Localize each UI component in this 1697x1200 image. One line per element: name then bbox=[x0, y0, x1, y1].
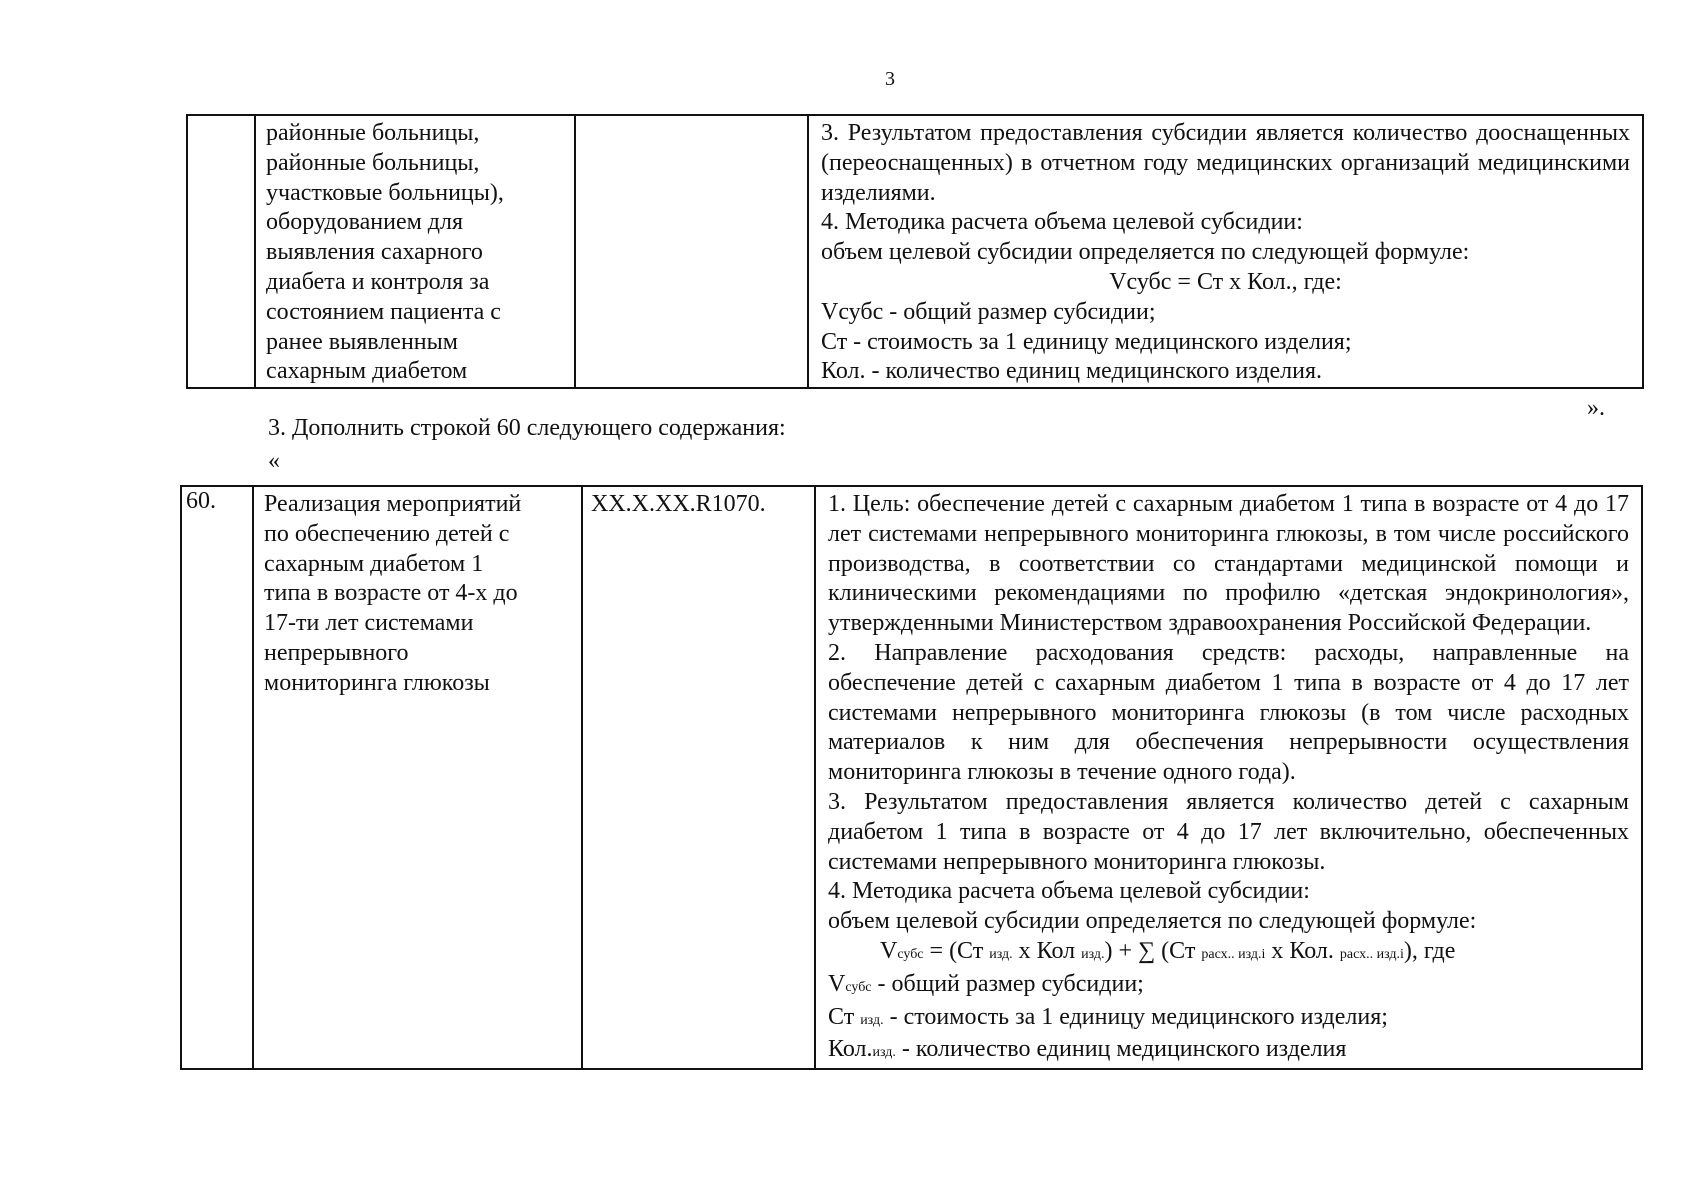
definition-v: Vсубс - общий размер субсидии; bbox=[821, 298, 1156, 325]
method-title: 4. Методика расчета объема целевой субсидии: bbox=[821, 209, 1303, 236]
method-title: 4. Методика расчета объема целевой субсидии: bbox=[828, 878, 1310, 905]
definition-kol-symbol: Кол. bbox=[828, 1036, 873, 1063]
details-cell bbox=[815, 486, 1642, 1069]
definition-kol bbox=[828, 1035, 1629, 1068]
definition-v-text: - общий размер субсидии; bbox=[871, 970, 1144, 997]
details-cell bbox=[808, 115, 1643, 388]
description-line: оборудованием для bbox=[266, 209, 464, 236]
definition-st-sub: изд. bbox=[860, 1012, 884, 1028]
formula-st-rash-sub: расх.. изд.i bbox=[1201, 946, 1266, 962]
formula: Vсубс = Ст х Кол., где: bbox=[1109, 268, 1342, 295]
formula-v: V bbox=[880, 937, 898, 964]
code-cell bbox=[582, 486, 815, 1069]
opening-quote: « bbox=[268, 448, 280, 474]
definition-kol-text: - количество единиц медицинского изделия bbox=[895, 1036, 1347, 1063]
formula-x-kol: х Кол bbox=[1012, 937, 1076, 964]
description-line: районные больницы, bbox=[266, 149, 480, 176]
description-line: сахарным диабетом bbox=[266, 358, 468, 385]
formula-st-sub: изд. bbox=[989, 946, 1013, 962]
new-row-table bbox=[180, 485, 1643, 1070]
formula-plus-sum: ) + ∑ (Ст bbox=[1104, 937, 1196, 964]
row-number-cell bbox=[187, 115, 255, 388]
formula bbox=[828, 937, 1629, 970]
formula-v-sub: субс bbox=[897, 946, 924, 962]
formula-tail: ), где bbox=[1403, 937, 1456, 964]
definition-v-symbol: V bbox=[828, 970, 846, 997]
description-line: типа в возрасте от 4-х до bbox=[264, 580, 518, 607]
description-line: районные больницы, bbox=[266, 120, 480, 146]
budget-code: XX.X.XX.R1070. bbox=[591, 491, 766, 517]
definition-st-text: - стоимость за 1 единицу медицинского изделия; bbox=[883, 1003, 1388, 1030]
definition-st-symbol: Ст bbox=[828, 1003, 861, 1030]
page-number: 3 bbox=[885, 68, 895, 90]
description-line: Реализация мероприятий bbox=[264, 491, 522, 517]
table-row bbox=[181, 486, 1642, 1069]
code-cell bbox=[575, 115, 808, 388]
row-number: 60. bbox=[186, 488, 216, 514]
description-line: 17-ти лет системами bbox=[264, 610, 474, 637]
description-line: участковые больницы), bbox=[266, 179, 504, 206]
goal-paragraph: 1. Цель: обеспечение детей с сахарным диабетом 1 типа в возрасте от 4 до 17 лет системами непрерывного мониторинга глюкозы, в том числе российского производства, в соответствии со стандартами медицинской помощи и клиническими рекомендациями по профилю «детская эндокринология», утвержденными Министерством здравоохранения Российской Федерации. bbox=[828, 491, 1629, 637]
description-cell bbox=[255, 115, 575, 388]
description-line: мониторинга глюкозы bbox=[264, 669, 490, 696]
definition-kol: Кол. - количество единиц медицинского изделия. bbox=[821, 358, 1323, 385]
continuation-table bbox=[186, 114, 1644, 389]
result-paragraph: 3. Результатом предоставления субсидии является количество дооснащенных (переоснащенных) в отчетном году медицинских организаций медицинскими изделиями. bbox=[821, 120, 1630, 206]
formula-kol-rash-sub: расх.. изд.i bbox=[1339, 946, 1404, 962]
description-line: ранее выявленным bbox=[266, 328, 458, 355]
direction-paragraph: 2. Направление расходования средств: расходы, направленные на обеспечение детей с сахарным диабетом 1 типа в возрасте от 4 до 17 лет системами непрерывного мониторинга глюкозы (в том числе расходных материалов к ним для обеспечения непрерывности осуществления мониторинга глюкозы в течение одного года). bbox=[828, 639, 1629, 786]
description-cell bbox=[253, 486, 582, 1069]
definition-kol-sub: изд. bbox=[872, 1045, 896, 1061]
description-line: по обеспечению детей с bbox=[264, 520, 510, 547]
formula-eq-open: = (Ст bbox=[923, 937, 984, 964]
description-line: непрерывного bbox=[264, 639, 409, 666]
method-text: объем целевой субсидии определяется по следующей формуле: bbox=[828, 908, 1477, 935]
definition-v bbox=[828, 970, 1629, 1003]
table-row bbox=[187, 115, 1643, 388]
closing-quote: ». bbox=[1587, 395, 1605, 421]
definition-st: Ст - стоимость за 1 единицу медицинского изделия; bbox=[821, 328, 1352, 355]
formula-x-kol2: х Кол. bbox=[1265, 937, 1334, 964]
description-line: выявления сахарного bbox=[266, 239, 483, 266]
definition-st bbox=[828, 1003, 1629, 1036]
description-line: состоянием пациента с bbox=[266, 298, 501, 325]
formula-kol-sub: изд. bbox=[1081, 946, 1105, 962]
method-text: объем целевой субсидии определяется по следующей формуле: bbox=[821, 239, 1470, 266]
definition-v-sub: субс bbox=[845, 979, 872, 995]
description-line: сахарным диабетом 1 bbox=[264, 550, 484, 577]
result-paragraph: 3. Результатом предоставления является количество детей с сахарным диабетом 1 типа в возрасте от 4 до 17 лет включительно, обеспеченных системами непрерывного мониторинга глюкозы. bbox=[828, 788, 1629, 875]
amendment-instruction: 3. Дополнить строкой 60 следующего содержания: bbox=[268, 415, 786, 441]
row-number-cell bbox=[181, 486, 253, 1069]
description-line: диабета и контроля за bbox=[266, 268, 490, 295]
